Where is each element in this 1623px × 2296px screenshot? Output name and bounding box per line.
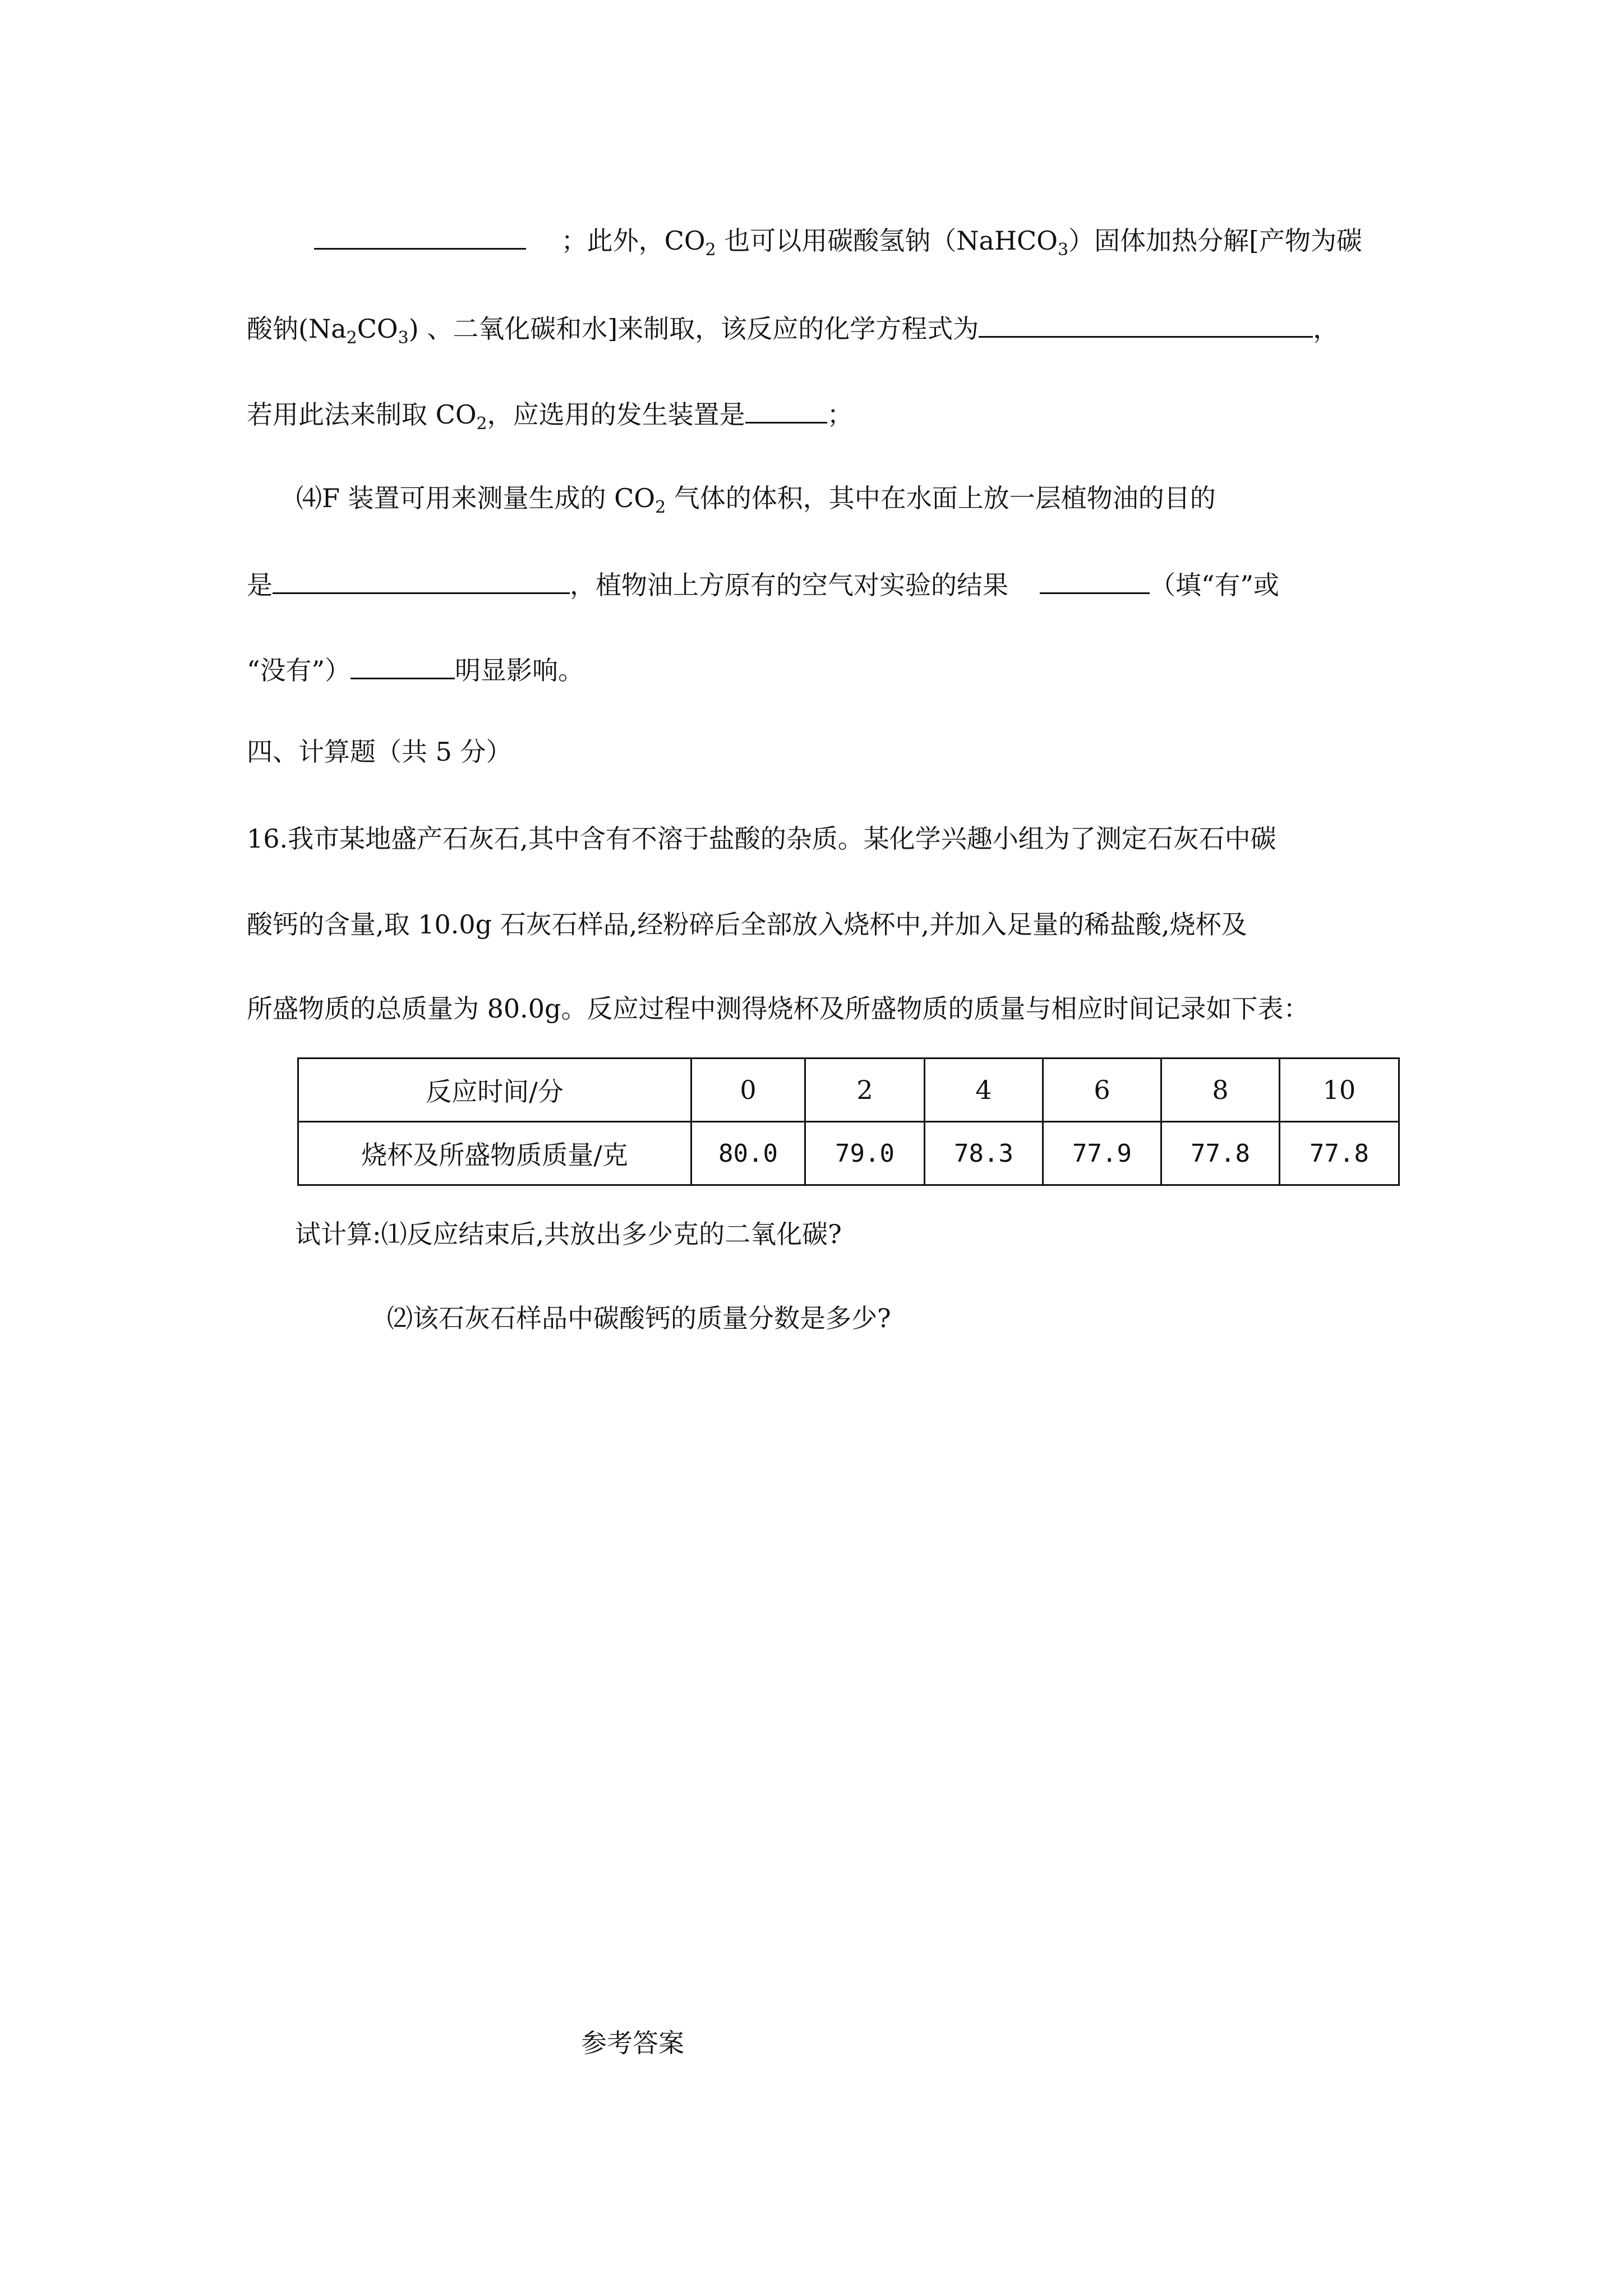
line2-sub-a: 2 [346, 328, 357, 348]
table-cell-mass: 78.3 [925, 1122, 1043, 1185]
reaction-data-table [297, 1057, 1400, 1186]
table-cell-mass: 80.0 [691, 1122, 805, 1185]
line3-part-a: 若用此法来制取 CO [247, 399, 477, 430]
answer-blank-purpose[interactable] [273, 568, 570, 594]
question-2: ⑵该石灰石样品中碳酸钙的质量分数是多少? [387, 1303, 891, 1333]
line4-part-a: ⑷F 装置可用来测量生成的 CO [296, 483, 656, 513]
answer-blank-effect-1[interactable] [1040, 568, 1150, 594]
table-cell-mass: 77.8 [1161, 1122, 1280, 1185]
table-row-label: 烧杯及所盛物质质量/克 [298, 1122, 691, 1185]
table-cell-time: 2 [805, 1059, 925, 1122]
line1-part-a: ；此外，CO [561, 226, 706, 256]
question-1: 试计算:⑴反应结束后,共放出多少克的二氧化碳? [295, 1219, 842, 1249]
answer-heading: 参考答案 [581, 2028, 684, 2058]
line4-part-b: 气体的体积，其中在水面上放一层植物油的目的 [666, 483, 1216, 513]
problem-line-1: 16.我市某地盛产石灰石,其中含有不溶于盐酸的杂质。某化学兴趣小组为了测定石灰石中碳 [247, 823, 1276, 854]
problem-line-2: 酸钙的含量,取 10.0g 石灰石样品,经粉碎后全部放入烧杯中,并加入足量的稀盐酸,烧杯及 [247, 909, 1247, 940]
table-cell-time: 8 [1161, 1059, 1280, 1122]
line2-part-c: ) 、二氧化碳和水]来制取，该反应的化学方程式为 [408, 314, 979, 344]
text-line-3 [247, 397, 853, 434]
table-row-mass [298, 1122, 1399, 1185]
table-cell-mass: 77.9 [1043, 1122, 1161, 1185]
line6-part-a: “没有”） [247, 655, 351, 685]
answer-blank-1[interactable] [314, 223, 526, 250]
line4-sub-a: 2 [655, 498, 666, 518]
table-cell-time: 4 [925, 1059, 1043, 1122]
line3-sub-a: 2 [476, 414, 487, 434]
line2-part-a: 酸钠(Na [247, 314, 347, 344]
table-cell-mass: 79.0 [805, 1122, 925, 1185]
section-heading: 四、计算题（共 5 分） [247, 737, 512, 767]
line1-part-c: ）固体加热分解[产物为碳 [1068, 226, 1363, 256]
table-row-time [298, 1059, 1399, 1122]
table-cell-time: 0 [691, 1059, 805, 1122]
line6-part-b: 明显影响。 [455, 655, 584, 685]
table-cell-time: 6 [1043, 1059, 1161, 1122]
problem-line-3: 所盛物质的总质量为 80.0g。反应过程中测得烧杯及所盛物质的质量与相应时间记录如下表： [247, 993, 1310, 1024]
table-cell-time: 10 [1280, 1059, 1399, 1122]
answer-blank-apparatus[interactable] [745, 397, 827, 424]
text-line-1 [314, 223, 1363, 260]
line2-part-d: ， [1313, 314, 1339, 344]
line2-part-b: CO [357, 314, 398, 344]
line2-sub-b: 3 [398, 328, 409, 348]
text-line-5 [247, 568, 1279, 602]
text-line-4 [296, 481, 1216, 518]
line5-part-a: 是 [247, 570, 273, 600]
table-header-label: 反应时间/分 [298, 1059, 691, 1122]
line3-part-b: ，应选用的发生装置是 [487, 399, 745, 430]
answer-blank-equation[interactable] [979, 311, 1313, 338]
text-line-6 [247, 653, 584, 687]
line5-part-b: ，植物油上方原有的空气对实验的结果 [570, 570, 1008, 600]
text-line-2 [247, 311, 1339, 346]
line1-part-b: 也可以用碳酸氢钠（NaHCO [716, 226, 1058, 256]
line1-sub-b: 3 [1057, 240, 1069, 260]
answer-blank-effect-2[interactable] [351, 653, 455, 679]
line3-part-c: ； [827, 399, 853, 430]
line1-sub-a: 2 [705, 240, 716, 260]
table-cell-mass: 77.8 [1280, 1122, 1399, 1185]
line5-part-c: （填“有”或 [1150, 570, 1280, 600]
